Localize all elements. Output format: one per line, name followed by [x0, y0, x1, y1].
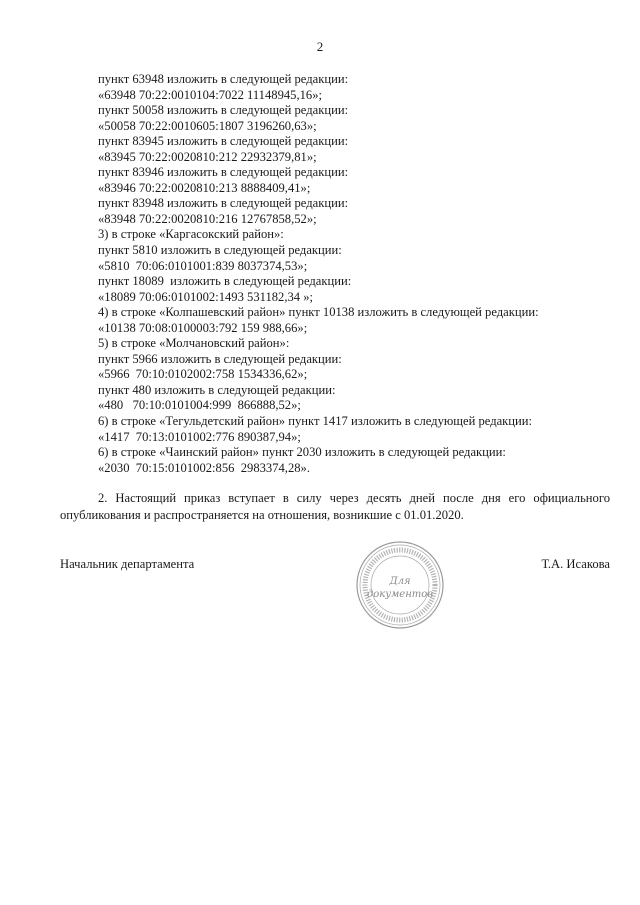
text-line: «5810 70:06:0101001:839 8037374,53»; [98, 258, 308, 273]
signatory-title: Начальник департамента [60, 557, 195, 571]
stamp-text-line2: документов [366, 589, 434, 600]
text-line: пункт 63948 изложить в следующей редакции: [98, 72, 349, 86]
text-line: «83946 70:22:0020810:213 8888409,41»; [98, 180, 311, 195]
text-line: пункт 480 изложить в следующей редакции: [98, 382, 336, 397]
text-line: «10138 70:08:0100003:792 159 988,66»; [98, 320, 308, 335]
closing-paragraph: 2. Настоящий приказ вступает в силу через десять дней после дня его официального опубликования и распространяется на отношения, возникшие с 01.01.2020. [60, 491, 610, 522]
text-line: «18089 70:06:0101002:1493 531182,34 »; [98, 289, 314, 304]
text-line: пункт 83948 изложить в следующей редакции: [98, 196, 349, 211]
text-line: «1417 70:13:0101002:776 890387,94»; [98, 429, 301, 444]
text-line: пункт 5810 изложить в следующей редакции: [98, 243, 342, 258]
amendment-list [98, 72, 618, 476]
text-line: «83945 70:22:0020810:212 22932379,81»; [98, 149, 317, 164]
text-line: «50058 70:22:0010605:1807 3196260,63»; [98, 118, 317, 133]
text-line: пункт 83945 изложить в следующей редакции: [98, 134, 349, 149]
text-line: 3) в строке «Каргасокский район»: [98, 227, 284, 242]
text-line: пункт 18089 изложить в следующей редакции: [98, 274, 352, 289]
text-line: 5) в строке «Молчановский район»: [98, 336, 290, 351]
text-line: 6) в строке «Тегульдетский район» пункт 1417 изложить в следующей редакции: [98, 414, 533, 429]
text-line: «2030 70:15:0101002:856 2983374,28». [98, 460, 310, 475]
text-line: «83948 70:22:0020810:216 12767858,52»; [98, 211, 317, 226]
text-line: пункт 5966 изложить в следующей редакции: [98, 351, 342, 366]
text-line: «63948 70:22:0010104:7022 11148945,16»; [98, 87, 323, 102]
page-number: 2 [316, 39, 324, 54]
text-line: пункт 50058 изложить в следующей редакции: [98, 103, 349, 118]
stamp-seal-icon [355, 540, 445, 630]
text-line: «480 70:10:0101004:999 866888,52»; [98, 398, 301, 413]
stamp-text-line1: Для [389, 576, 411, 587]
text-line: «5966 70:10:0102002:758 1534336,62»; [98, 367, 308, 382]
text-line: пункт 83946 изложить в следующей редакции: [98, 165, 349, 180]
official-stamp [355, 540, 445, 630]
text-line: 6) в строке «Чаинский район» пункт 2030 изложить в следующей редакции: [98, 445, 506, 460]
text-line: 4) в строке «Колпашевский район» пункт 10138 изложить в следующей редакции: [98, 305, 539, 320]
signatory-name: Т.А. Исакова [541, 557, 610, 571]
